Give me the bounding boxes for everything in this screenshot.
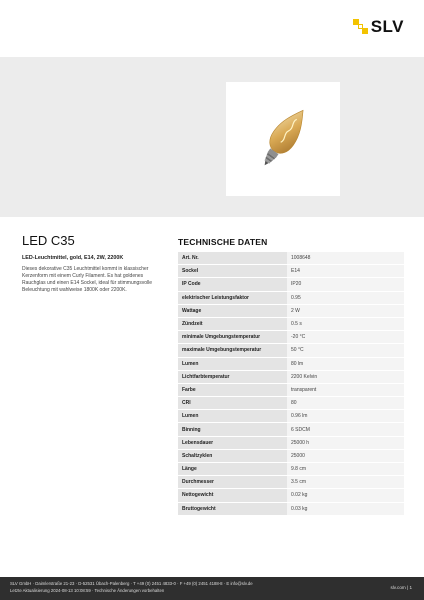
specs-heading: TECHNISCHE DATEN	[178, 237, 268, 247]
spec-label: Schaltzyklen	[178, 449, 287, 462]
table-row	[178, 436, 404, 449]
table-row	[178, 423, 404, 436]
spec-label: Farbe	[178, 383, 287, 396]
brand-logo	[353, 17, 404, 37]
spec-value: 1008648	[287, 252, 404, 265]
table-row	[178, 265, 404, 278]
footer-page-ref: slv.com | 1	[390, 585, 412, 590]
table-row	[178, 317, 404, 330]
spec-label: Lumen	[178, 410, 287, 423]
spec-value: -20 °C	[287, 331, 404, 344]
table-row	[178, 344, 404, 357]
spec-value: E14	[287, 265, 404, 278]
table-row	[178, 304, 404, 317]
spec-value: 0.02 kg	[287, 489, 404, 502]
spec-value: 2200 Kelvin	[287, 370, 404, 383]
table-row	[178, 383, 404, 396]
spec-value: 9.8 cm	[287, 463, 404, 476]
logo-text: SLV	[370, 17, 404, 36]
spec-label: Binning	[178, 423, 287, 436]
table-row	[178, 463, 404, 476]
table-row	[178, 291, 404, 304]
spec-value: 2 W	[287, 304, 404, 317]
spec-value: 0.03 kg	[287, 502, 404, 515]
table-row	[178, 489, 404, 502]
spec-label: Bruttogewicht	[178, 502, 287, 515]
page-footer	[0, 577, 424, 600]
table-row	[178, 476, 404, 489]
table-row	[178, 397, 404, 410]
table-row	[178, 357, 404, 370]
product-title: LED C35	[22, 233, 75, 248]
spec-value: 50 °C	[287, 344, 404, 357]
footer-company-info: SLV GmbH · Daimlerstraße 21-23 · D-52531 Übach-Palenberg · T +49 (0) 2451 4833-0 · F +49 (0) 2451 4188-8 · E info@slv.de	[10, 581, 253, 586]
spec-value: IP20	[287, 278, 404, 291]
spec-value: transparent	[287, 383, 404, 396]
product-subtitle: LED-Leuchtmittel, gold, E14, 2W, 2200K	[22, 255, 124, 261]
slv-logo-icon	[353, 19, 369, 35]
spec-label: Nettogewicht	[178, 489, 287, 502]
spec-label: Durchmesser	[178, 476, 287, 489]
spec-label: Länge	[178, 463, 287, 476]
product-image	[226, 82, 340, 196]
spec-value: 0.96 lm	[287, 410, 404, 423]
bulb-illustration	[226, 82, 340, 196]
spec-value: 80 lm	[287, 357, 404, 370]
spec-label: Lichtfarbtemperatur	[178, 370, 287, 383]
spec-value: 0.95	[287, 291, 404, 304]
footer-update-info: Letzte Aktualisierung 2024-08-13 10:08:59 · Technische Änderungen vorbehalten	[10, 588, 165, 593]
specs-table	[178, 252, 404, 516]
spec-label: Lumen	[178, 357, 287, 370]
spec-value: 6 SDCM	[287, 423, 404, 436]
spec-label: Sockel	[178, 265, 287, 278]
table-row	[178, 370, 404, 383]
table-row	[178, 331, 404, 344]
spec-label: Art. Nr.	[178, 252, 287, 265]
spec-label: CRI	[178, 397, 287, 410]
spec-value: 80	[287, 397, 404, 410]
table-row	[178, 449, 404, 462]
product-description: Dieses dekorative C35 Leuchtmittel kommt in klassischer Kerzenform mit einem Curly Filament. Es hat goldenes Rauchglas und einen E14 Sockel, ideal für stimmungsvolle Beleuchtung mit wahlweise 1800K oder 2200K.	[22, 266, 153, 293]
table-row	[178, 502, 404, 515]
table-row	[178, 252, 404, 265]
spec-label: Zündzeit	[178, 317, 287, 330]
spec-value: 25000	[287, 449, 404, 462]
spec-label: elektrischer Leistungsfaktor	[178, 291, 287, 304]
table-row	[178, 410, 404, 423]
spec-label: Lebensdauer	[178, 436, 287, 449]
spec-label: minimale Umgebungstemperatur	[178, 331, 287, 344]
spec-label: IP Code	[178, 278, 287, 291]
spec-label: Wattage	[178, 304, 287, 317]
spec-value: 0.5 s	[287, 317, 404, 330]
table-row	[178, 278, 404, 291]
spec-value: 3.5 cm	[287, 476, 404, 489]
hero-banner	[0, 57, 424, 217]
spec-value: 25000 h	[287, 436, 404, 449]
spec-label: maximale Umgebungstemperatur	[178, 344, 287, 357]
